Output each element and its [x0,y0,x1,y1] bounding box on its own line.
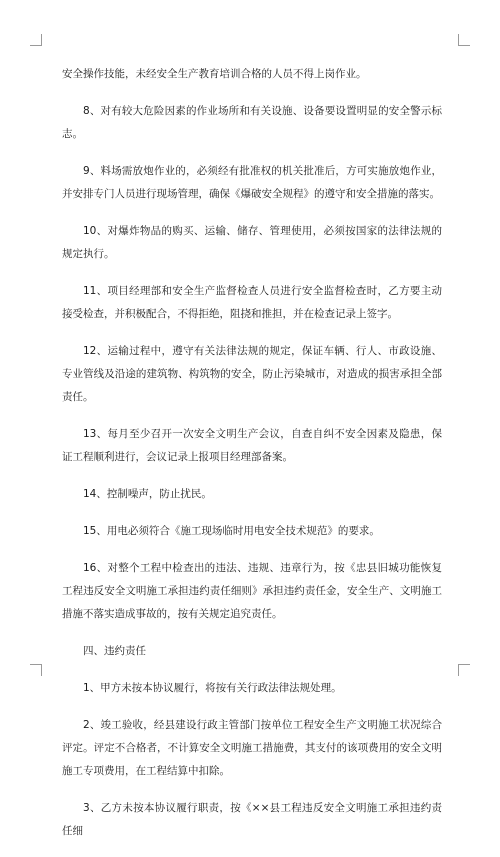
crop-mark-bottom-left [30,664,42,676]
crop-mark-top-right [458,34,470,46]
crop-mark-bottom-right [458,664,470,676]
section-heading: 四、违约责任 [83,645,146,657]
paragraph: 16、对整个工程中检查出的违法、违规、违章行为，按《忠县旧城功能恢复工程违反安全文明施工承担违约责任细则》承担违约责任金，安全生产、文明施工措施不落实造成事故的，按有关规定追究责任。 [62,562,442,620]
paragraph: 10、对爆炸物品的购买、运输、储存、管理使用，必须按国家的法律法规的规定执行。 [62,225,442,260]
paragraph: 13、每月至少召开一次安全文明生产会议，自查自纠不安全因素及隐患，保证工程顺利进行，会议记录上报项目经理部备案。 [62,428,442,463]
paragraph: 11、项目经理部和安全生产监督检查人员进行安全监督检查时，乙方要主动接受检查，并积极配合，不得拒绝，阻挠和推担，并在检查记录上签字。 [62,285,442,320]
paragraph: 12、运输过程中，遵守有关法律法规的规定，保证车辆、行人、市政设施、专业管线及沿途的建筑物、构筑物的安全，防止污染城市，对造成的损害承担全部责任。 [62,345,442,403]
crop-mark-top-left [30,34,42,46]
paragraph: 9、料场需放炮作业的，必须经有批准权的机关批准后，方可实施放炮作业，并安排专门人员进行现场管理，确保《爆破安全规程》的遵守和安全措施的落实。 [62,165,442,200]
paragraph: 14、控制噪声，防止扰民。 [83,488,212,500]
paragraph: 安全操作技能，未经安全生产教育培训合格的人员不得上岗作业。 [62,68,367,80]
paragraph: 8、对有较大危险因素的作业场所和有关设施、设备要设置明显的安全警示标志。 [62,105,442,140]
paragraph: 2、竣工验收，经县建设行政主管部门按单位工程安全生产文明施工状况综合评定。评定不合格者，不计算安全文明施工措施费，其支付的该项费用的安全文明施工专项费用，在工程结算中扣除。 [62,719,442,777]
paragraph: 1、甲方未按本协议履行，将按有关行政法律法规处理。 [83,682,342,694]
paragraph: 15、用电必须符合《施工现场临时用电安全技术规范》的要求。 [83,525,380,537]
document-body [62,63,442,857]
paragraph: 3、乙方未按本协议履行职责，按《××县工程违反安全文明施工承担违约责任细 [62,802,442,837]
